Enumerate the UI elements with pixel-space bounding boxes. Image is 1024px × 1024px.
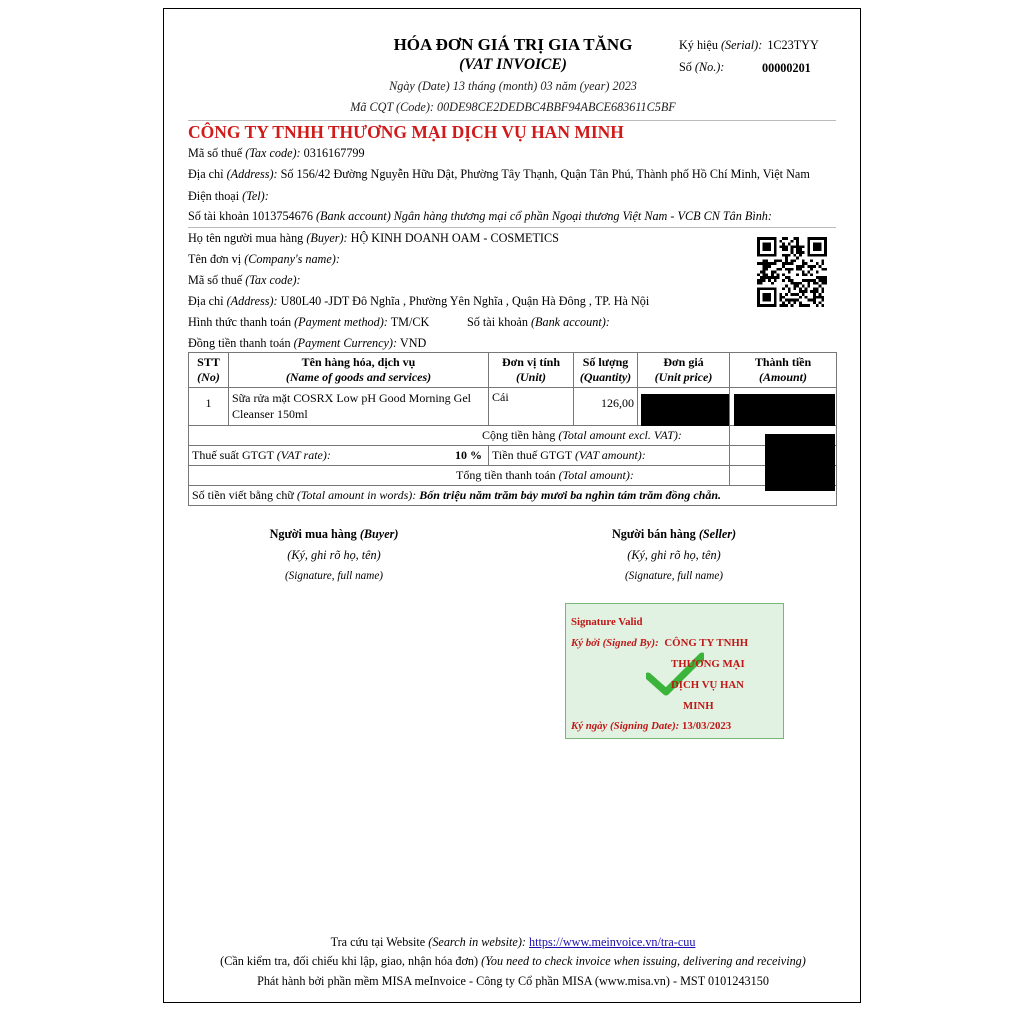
buyer-signature-hint-en: (Signature, full name) [284, 570, 384, 582]
row-product-name: Sữa rửa mặt COSRX Low pH Good Morning Gel Cleanser 150ml [229, 388, 489, 426]
signer-line-1: CÔNG TY TNHH [664, 637, 749, 649]
redacted-unit-price [641, 394, 729, 426]
col-header-unit-price: Đơn giá (Unit price) [638, 353, 730, 388]
signature-valid-label: Signature Valid [571, 616, 643, 628]
invoice-title: HÓA ĐƠN GIÁ TRỊ GIA TĂNG [393, 35, 633, 54]
buyer-signature-title: Người mua hàng (Buyer) [269, 527, 399, 541]
buyer-name: Họ tên người mua hàng (Buyer): HỘ KINH DOANH OAM - COSMETICS [188, 231, 559, 245]
vat-amount-label: Tiền thuế GTGT [492, 448, 573, 462]
payment-currency: Đồng tiền thanh toán (Payment Currency): VND [188, 336, 427, 350]
seller-address: Địa chỉ (Address): Số 156/42 Đường Nguyễn Hữu Dật, Phường Tây Thạnh, Quận Tân Phú, Thành phố Hồ Chí Minh, Việt Nam [188, 167, 810, 181]
signer-line-3: DỊCH VỤ HAN [671, 679, 744, 691]
seller-name: CÔNG TY TNHH THƯƠNG MẠI DỊCH VỤ HAN MINH [188, 122, 624, 142]
vat-row: Thuế suất GTGT (VAT rate): 10 % Tiền thuế GTGT (VAT amount): [189, 446, 837, 466]
col-header-amount: Thành tiền (Amount) [730, 353, 837, 388]
buyer-tax-code: Mã số thuế (Tax code): [188, 273, 301, 287]
col-header-unit: Đơn vị tính (Unit) [489, 353, 574, 388]
subtotal-row: Cộng tiền hàng (Total amount excl. VAT): [189, 426, 837, 446]
serial-line: Ký hiệu (Serial): 1C23TYY [679, 38, 819, 52]
vat-rate-label: Thuế suất GTGT [192, 448, 274, 462]
number-line: Số (No.): [679, 60, 725, 74]
seller-tel: Điện thoại (Tel): [188, 189, 269, 203]
seller-tax-code: Mã số thuế (Tax code): 0316167799 [188, 146, 365, 160]
buyer-address: Địa chỉ (Address): U80L40 -JDT Đô Nghĩa , Phường Yên Nghĩa , Quận Hà Đông , TP. Hà Nội [188, 294, 650, 308]
serial-value: 1C23TYY [767, 38, 819, 52]
amount-in-words-row: Số tiền viết bằng chữ (Total amount in words): Bốn triệu năm trăm bảy mươi ba nghìn tám trăm đồng chẵn. [189, 486, 837, 506]
digital-signature-box[interactable] [565, 603, 784, 739]
issued-by: Phát hành bởi phần mềm MISA meInvoice - Công ty Cổ phần MISA (www.misa.vn) - MST 0101243150 [257, 974, 769, 988]
signer-line-2: THƯƠNG MẠI [671, 658, 745, 670]
subtotal-label: Cộng tiền hàng [482, 428, 556, 442]
divider [188, 120, 836, 121]
invoice-subtitle: (VAT INVOICE) [459, 56, 567, 73]
row-quantity: 126,00 [574, 388, 638, 426]
col-header-quantity: Số lượng (Quantity) [574, 353, 638, 388]
total-row: Tổng tiền thanh toán (Total amount): [189, 466, 837, 486]
goods-table [188, 352, 837, 506]
signer-line-4: MINH [683, 700, 714, 712]
lookup-line: Tra cứu tại Website (Search in website): https://www.meinvoice.vn/tra-cuu [330, 935, 696, 949]
signing-date-label: Ký ngày (Signing Date): [571, 720, 680, 732]
lookup-link[interactable]: https://www.meinvoice.vn/tra-cuu [529, 935, 696, 949]
signing-date-value: 13/03/2023 [681, 720, 732, 732]
redacted-totals [765, 434, 835, 491]
amount-in-words: Bốn triệu năm trăm bảy mươi ba nghìn tám trăm đồng chẵn. [419, 488, 721, 502]
redacted-amount [734, 394, 835, 426]
seller-signature-hint-vn: (Ký, ghi rõ họ, tên) [627, 548, 721, 562]
divider [188, 227, 836, 228]
invoice-date: Ngày (Date) 13 tháng (month) 03 năm (year) 2023 [389, 79, 637, 93]
table-header-row [189, 353, 837, 388]
seller-signature-hint-en: (Signature, full name) [624, 570, 724, 582]
col-header-no: STT (No) [189, 353, 229, 388]
buyer-signature-hint-vn: (Ký, ghi rõ họ, tên) [287, 548, 381, 562]
signed-by-label: Ký bởi (Signed By): [571, 637, 659, 649]
vat-rate-value: 10 % [455, 448, 482, 462]
payment-method: Hình thức thanh toán (Payment method): TM/CK [188, 315, 430, 329]
check-notice: (Cần kiểm tra, đối chiếu khi lập, giao, nhận hóa đơn) (You need to check invoice when issuing, delivering and receiving) [220, 954, 806, 968]
seller-signature-title: Người bán hàng (Seller) [611, 527, 737, 541]
tax-authority-code: Mã CQT (Code): 00DE98CE2DEDBC4BBF94ABCE683611C5BF [350, 100, 676, 114]
total-label: Tổng tiền thanh toán [456, 468, 556, 482]
invoice-page [163, 8, 861, 1003]
buyer-company: Tên đơn vị (Company's name): [188, 252, 340, 266]
invoice-number: 00000201 [762, 61, 811, 75]
col-header-name: Tên hàng hóa, dịch vụ (Name of goods and services) [229, 353, 489, 388]
row-unit: Cái [489, 388, 574, 426]
row-no: 1 [189, 388, 229, 426]
buyer-bank-account: Số tài khoản (Bank account): [467, 315, 610, 329]
seller-bank: Số tài khoản 1013754676 (Bank account) Ngân hàng thương mại cổ phần Ngoại thương Việt Nam - VCB CN Tân Bình: [188, 209, 772, 223]
qr-code-icon [757, 237, 827, 307]
